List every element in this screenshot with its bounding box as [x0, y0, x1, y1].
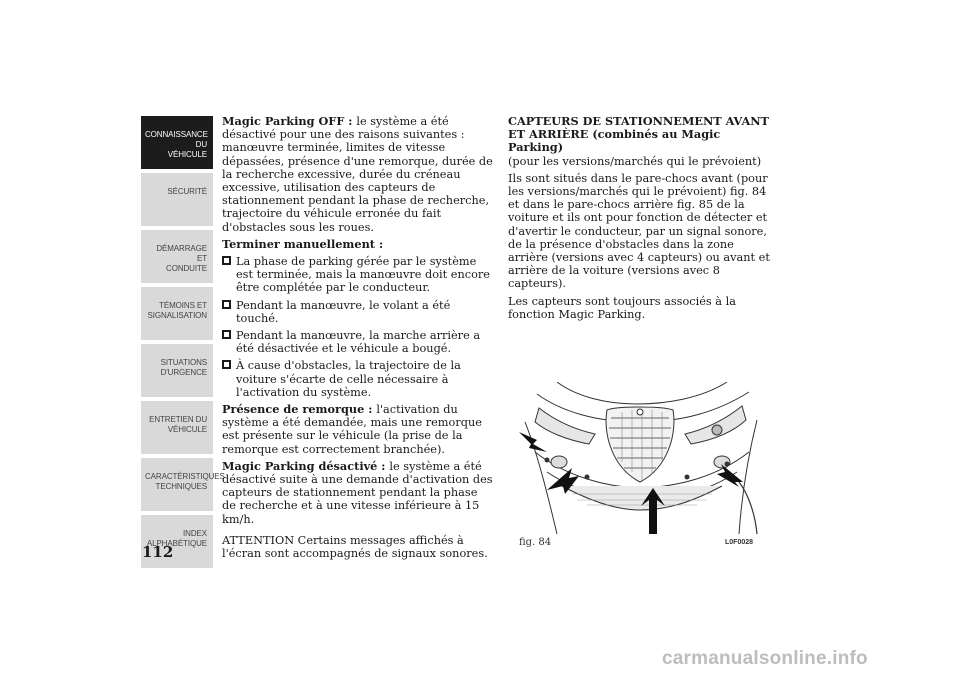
tab-entretien-du-vehicule[interactable]: ENTRETIEN DU VÉHICULE	[141, 401, 213, 454]
list-item-text: Pendant la manœuvre, la marche arrière a été désactivée et le véhicule a bougé.	[236, 329, 481, 356]
checkbox-bullet-icon	[222, 256, 231, 265]
text-magic-parking-desactive: le système a été désactivé suite à une demande d'activation des capteurs de stationnement pendant la phase de recherche et à une vitesse inférieure à 15 km/h.	[222, 459, 493, 526]
subheading-versions: (pour les versions/marchés qui le prévoient)	[508, 154, 762, 168]
watermark: carmanualsonline.info	[662, 648, 868, 669]
tab-connaissance-du-vehicule[interactable]: CONNAISSANCE DU VÉHICULE	[141, 116, 213, 169]
term-magic-parking-desactive: Magic Parking désactivé :	[222, 458, 390, 473]
left-column	[222, 115, 494, 564]
paragraph-presence-remorque	[222, 403, 494, 456]
figure-front-bumper	[517, 382, 762, 534]
checkbox-bullet-icon	[222, 330, 231, 339]
tab-securite[interactable]: SÉCURITÉ	[141, 173, 213, 226]
tab-situations-d-urgence[interactable]: SITUATIONS D'URGENCE	[141, 344, 213, 397]
figure-code: L0F0028	[725, 539, 754, 546]
page-number: 112	[142, 543, 174, 561]
checkbox-bullet-icon	[222, 360, 231, 369]
paragraph-magic-parking-desactive	[222, 460, 494, 526]
heading-capteurs: CAPTEURS DE STATIONNEMENT AVANT ET ARRIÈRE (combinés au Magic Parking)	[508, 114, 769, 155]
right-column	[508, 115, 776, 325]
list-item	[222, 299, 494, 325]
text-presence-remorque: l'activation du système a été demandée, mais une remorque est présente sur le véhicule (la prise de la remorque est correctement branchée).	[222, 403, 482, 456]
paragraph-magic-parking-off	[222, 115, 494, 234]
car-front-illustration	[517, 382, 762, 534]
text-magic-parking-off: le système a été désactivé pour une des raisons suivantes : manœuvre terminée, limites de vitesse dépassées, présence d'une remorque, durée de la recherche excessive, durée du créneau excessive, utilisation des capteurs de stationnement pendant la phase de recherche, trajectoire du véhicule erronée du fait d'obstacles sous les roues.	[222, 115, 493, 234]
list-item	[222, 329, 494, 355]
figure-caption: fig. 84	[519, 537, 552, 548]
list-item-text: Pendant la manœuvre, le volant a été touché.	[236, 298, 451, 325]
paragraph-attention: ATTENTION Certains messages affichés à l'écran sont accompagnés de signaux sonores.	[222, 533, 488, 561]
list-item	[222, 359, 494, 399]
section-sidebar	[141, 116, 225, 572]
tab-caracteristiques-techniques[interactable]: CARACTÉRISTIQUES TECHNIQUES	[141, 458, 213, 511]
list-item-text: La phase de parking gérée par le système est terminée, mais la manœuvre doit encore être complétée par le conducteur.	[236, 255, 490, 295]
term-presence-remorque: Présence de remorque :	[222, 402, 377, 417]
list-item-text: À cause d'obstacles, la trajectoire de la voiture s'écarte de celle nécessaire à l'activation du système.	[236, 359, 461, 399]
paragraph-capteurs-association: Les capteurs sont toujours associés à la fonction Magic Parking.	[508, 294, 736, 321]
heading-terminer-manuellement: Terminer manuellement :	[222, 236, 384, 251]
list-item	[222, 255, 494, 295]
tab-demarrage-et-conduite[interactable]: DÉMARRAGE ET CONDUITE	[141, 230, 213, 283]
checkbox-bullet-icon	[222, 300, 231, 309]
tab-temoins-et-signalisation[interactable]: TÉMOINS ET SIGNALISATION	[141, 287, 213, 340]
tab-index-alphabetique[interactable]: INDEX ALPHABÉTIQUE	[141, 515, 213, 568]
paragraph-capteurs-emplacement: Ils sont situés dans le pare-chocs avant (pour les versions/marchés qui le prévoient) fig. 84 et dans le pare-chocs arrière fig. 85 de la voiture et ils ont pour fonction de détecter et d'avertir le conducteur, par un signal sonore, de la présence d'obstacles dans la zone arrière (versions avec 4 capteurs) ou avant et arrière de la voiture (versions avec 8 capteurs).	[508, 171, 770, 291]
term-magic-parking-off: Magic Parking OFF :	[222, 114, 357, 128]
